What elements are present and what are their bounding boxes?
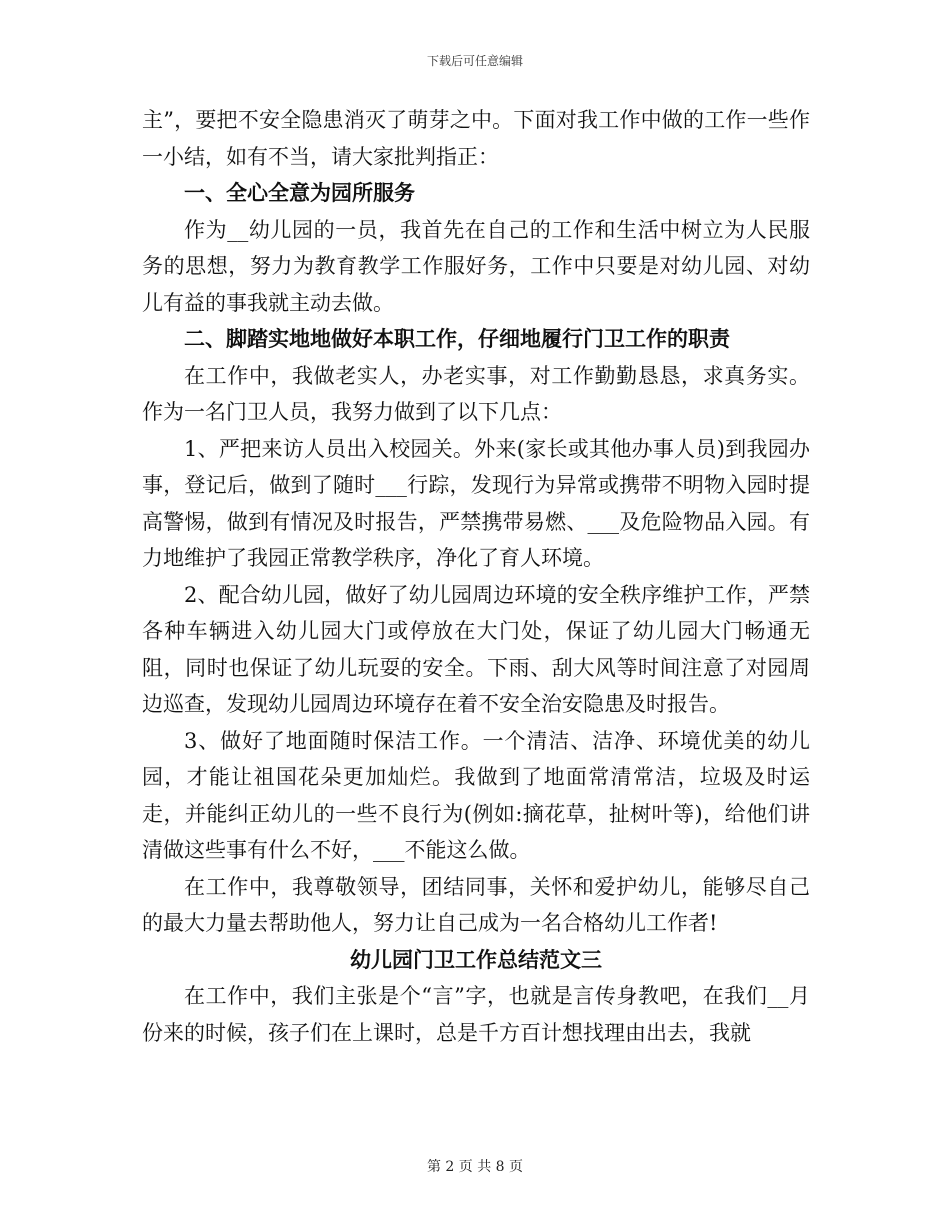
paragraph-7: 在工作中，我们主张是个“言”字，也就是言传身教吧，在我们__月份来的时候，孩子们在上课时，总是千方百计想找理由出去，我就: [142, 984, 810, 1045]
paragraph-intro: 主”，要把不安全隐患消灭了萌芽之中。下面对我工作中做的工作一些作一小结，如有不当，请大家批判指正：: [142, 108, 810, 169]
section-heading-1: 一、全心全意为园所服务: [184, 180, 415, 205]
page-footer: 第 2 页 共 8 页: [426, 1159, 524, 1175]
article-title: 幼儿园门卫工作总结范文三: [350, 946, 602, 972]
document-body: [142, 102, 810, 1051]
section-heading-2: 二、脚踏实地地做好本职工作，仔细地履行门卫工作的职责: [184, 326, 730, 351]
paragraph-3: 1、严把来访人员出入校园关。外来(家长或其他办事人员)到我园办事，登记后，做到了随时___行踪，发现行为异常或携带不明物入园时提高警惕，做到有情况及时报告，严禁携带易燃、___及危险物品入园。有力地维护了我园正常教学秩序，净化了育人环境。: [142, 436, 810, 570]
paragraph-5: 3、做好了地面随时保洁工作。一个清洁、洁净、环境优美的幼儿园，才能让祖国花朵更加灿烂。我做到了地面常清常洁，垃圾及时运走，并能纠正幼儿的一些不良行为(例如:摘花草，扯树叶等)，给他们讲清做这些事有什么不好，___不能这么做。: [142, 728, 810, 862]
paragraph-2: 在工作中，我做老实人，办老实事，对工作勤勤恳恳，求真务实。作为一名门卫人员，我努力做到了以下几点：: [142, 363, 810, 424]
page-header: 下载后可任意编辑: [426, 54, 523, 68]
paragraph-1: 作为__幼儿园的一员，我首先在自己的工作和生活中树立为人民服务的思想，努力为教育教学工作服好务，工作中只要是对幼儿园、对幼儿有益的事我就主动去做。: [142, 217, 810, 315]
paragraph-4: 2、配合幼儿园，做好了幼儿园周边环境的安全秩序维护工作，严禁各种车辆进入幼儿园大门或停放在大门处，保证了幼儿园大门畅通无阻，同时也保证了幼儿玩耍的安全。下雨、刮大风等时间注意了对园周边巡查，发现幼儿园周边环境存在着不安全治安隐患及时报告。: [142, 582, 810, 716]
paragraph-6: 在工作中，我尊敬领导，团结同事，关怀和爱护幼儿，能够尽自己的最大力量去帮助他人，努力让自己成为一名合格幼儿工作者!: [142, 874, 810, 935]
